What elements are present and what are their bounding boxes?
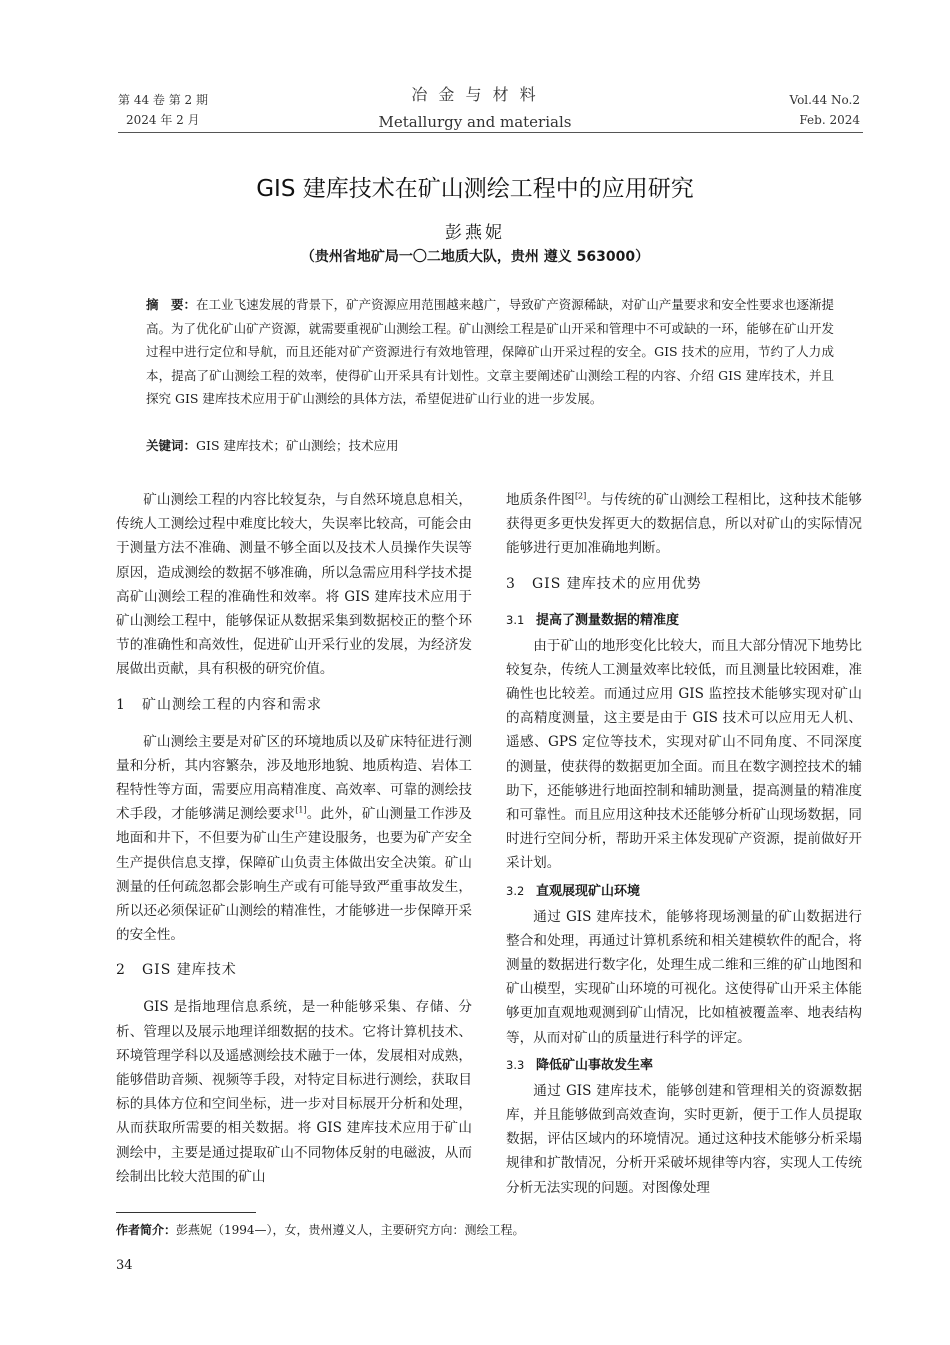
footnote-text: 彭燕妮（1994—），女，贵州遵义人，主要研究方向：测绘工程。 xyxy=(176,1223,525,1237)
footnote-label: 作者简介： xyxy=(116,1223,177,1237)
subsection-number: 3.2 xyxy=(506,883,525,898)
journal-name-cn: 冶 金 与 材 料 xyxy=(411,85,539,104)
subsection-3-3-paragraph: 通过 GIS 建库技术，能够创建和管理相关的资源数据库，并且能够做到高效查询，实时更新，便于工作人员提取数据，评估区域内的环境情况。通过这种技术能够分析采塌规律和扩散情况，分析开采破坏规律等内容，实现人工传统分析无法实现的问题。对图像处理 xyxy=(506,1082,862,1196)
header-divider xyxy=(118,132,863,133)
date-en: Feb. 2024 xyxy=(799,113,860,127)
paragraph-text: 矿山测绘主要是对矿区的环境地质以及矿床特征进行测量和分析，其内容繁杂，涉及地形地貌、地质构造、岩体工程特性等方面，需要应用高精准度、高效率、可靠的测绘技术手段，才能够满足测绘要求 xyxy=(116,733,472,823)
article-title: GIS 建库技术在矿山测绘工程中的应用研究 xyxy=(256,176,694,202)
keywords-label: 关键词： xyxy=(146,438,197,453)
volume-issue: 第 44 卷 第 2 期 xyxy=(118,93,208,107)
subsection-3-2-paragraph: 通过 GIS 建库技术，能够将现场测量的矿山数据进行整合和处理，再通过计算机系统和相关建模软件的配合，将测量的数据进行数字化，处理生成二维和三维的矿山地图和矿山模型，实现矿山环境的可视化。这使得矿山开采主体能够更加直观地观测到矿山情况，比如植被覆盖率、地表结构等，从而对矿山的质量进行科学的评定。 xyxy=(506,908,862,1046)
abstract-label: 摘 要： xyxy=(146,297,197,312)
section-heading-2 xyxy=(116,958,472,982)
body-column-left xyxy=(116,488,472,1189)
footnote-divider xyxy=(116,1212,256,1213)
subsection-heading-3-2 xyxy=(506,880,862,903)
subsection-number: 3.1 xyxy=(506,612,525,627)
section-heading-3 xyxy=(506,572,862,596)
abstract xyxy=(146,293,834,411)
body-column-right xyxy=(506,488,862,1200)
section-number: 3 xyxy=(506,575,515,592)
issue-date: 2024 年 2 月 xyxy=(126,113,200,127)
paragraph-text: 。与传统的矿山测绘工程相比，这种技术能够获得更多更快发挥更大的数据信息，所以对矿山的实际情况能够进行更加准确地判断。 xyxy=(506,492,863,557)
subsection-3-1-paragraph: 由于矿山的地形变化比较大，而且大部分情况下地势比较复杂，传统人工测量效率比较低，而且测量比较困难，准确性也比较差。而通过应用 GIS 监控技术能够实现对矿山的高精度测量，这主要是由于 GIS 技术可以应用无人机、遥感、GPS 定位等技术，实现对矿山不同角度、不同深度的测量，使获得的数据更加全面。而且在数字测控技术的辅助下，还能够进行地面控制和辅助测量，提高测量的精准度和可靠性。而且应用这种技术还能够分析矿山现场数据，同时进行空间分析，帮助开采主体发现矿产资源，提前做好开采计划。 xyxy=(506,637,862,872)
running-header-right xyxy=(790,90,861,130)
intro-paragraph: 矿山测绘工程的内容比较复杂，与自然环境息息相关，传统人工测绘过程中难度比较大，失误率比较高，可能会由于测量方法不准确、测量不够全面以及技术人员操作失误等原因，造成测绘的数据不够准确，所以急需应用科学技术提高矿山测绘工程的准确性和效率。将 GIS 建库技术应用于矿山测绘工程中，能够保证从数据采集到数据校正的整个环节的准确性和高效性，促进矿山开采行业的发展，为经济发展做出贡献，具有积极的研究价值。 xyxy=(116,492,472,678)
citation-ref: [1] xyxy=(295,805,307,815)
section-title: GIS 建库技术 xyxy=(142,962,237,979)
subsection-number: 3.3 xyxy=(506,1057,525,1072)
keywords-text: GIS 建库技术；矿山测绘；技术应用 xyxy=(196,438,399,453)
subsection-heading-3-1 xyxy=(506,609,862,632)
abstract-text: 在工业飞速发展的背景下，矿产资源应用范围越来越广，导致矿产资源稀缺，对矿山产量要求和安全性要求也逐渐提高。为了优化矿山矿产资源，就需要重视矿山测绘工程。矿山测绘工程是矿山开采和管理中不可或缺的一环，能够在矿山开发过程中进行定位和导航，而且还能对矿产资源进行有效地管理，保障矿山开采过程的安全。GIS 技术的应用，节约了人力成本，提高了矿山测绘工程的效率，使得矿山开采具有计划性。文章主要阐述矿山测绘工程的内容、介绍 GIS 建库技术，并且探究 GIS 建库技术应用于矿山测绘的具体方法，希望促进矿山行业的进一步发展。 xyxy=(146,297,834,407)
continued-paragraph xyxy=(506,488,862,561)
subsection-heading-3-3 xyxy=(506,1054,862,1077)
section-number: 2 xyxy=(116,962,125,979)
paragraph-text: 。此外，矿山测量工作涉及地面和井下，不但要为矿山生产建设服务，也要为矿产安全生产提供信息支撑，保障矿山负责主体做出安全决策。矿山测量的任何疏忽都会影响生产或有可能导致严重事故发生，所以还必须保证矿山测绘的精准性，才能够进一步保障开采的安全性。 xyxy=(116,806,473,944)
author-name: 彭燕妮 xyxy=(445,223,505,243)
keywords xyxy=(146,436,834,456)
citation-ref: [2] xyxy=(574,491,587,501)
journal-name-en: Metallurgy and materials xyxy=(378,113,572,131)
subsection-title: 提高了测量数据的精准度 xyxy=(536,612,680,628)
section-heading-1 xyxy=(116,693,472,717)
subsection-title: 直观展现矿山环境 xyxy=(536,883,641,899)
volume-en: Vol.44 No.2 xyxy=(789,93,860,107)
author-affiliation: （贵州省地矿局一〇二地质大队，贵州 遵义 563000） xyxy=(300,249,650,265)
page-number: 34 xyxy=(116,1258,133,1273)
section-number: 1 xyxy=(116,696,125,713)
paragraph-text: 地质条件图 xyxy=(506,492,575,508)
subsection-title: 降低矿山事故发生率 xyxy=(536,1057,654,1073)
section-1-paragraph xyxy=(116,730,472,948)
section-title: 矿山测绘工程的内容和需求 xyxy=(142,696,322,713)
section-2-paragraph: GIS 是指地理信息系统，是一种能够采集、存储、分析、管理以及展示地理详细数据的技术。它将计算机技术、环境管理学科以及遥感测绘技术融于一体，发展相对成熟，能够借助音频、视频等手段，对特定目标进行测绘，获取目标的具体方位和空间坐标，进一步对目标展开分析和处理，从而获取所需要的相关数据。将 GIS 建库技术应用于矿山测绘中，主要是通过提取矿山不同物体反射的电磁波，从而绘制出比较大范围的矿山 xyxy=(116,999,472,1185)
author-footnote xyxy=(116,1220,525,1240)
section-title: GIS 建库技术的应用优势 xyxy=(532,575,702,592)
